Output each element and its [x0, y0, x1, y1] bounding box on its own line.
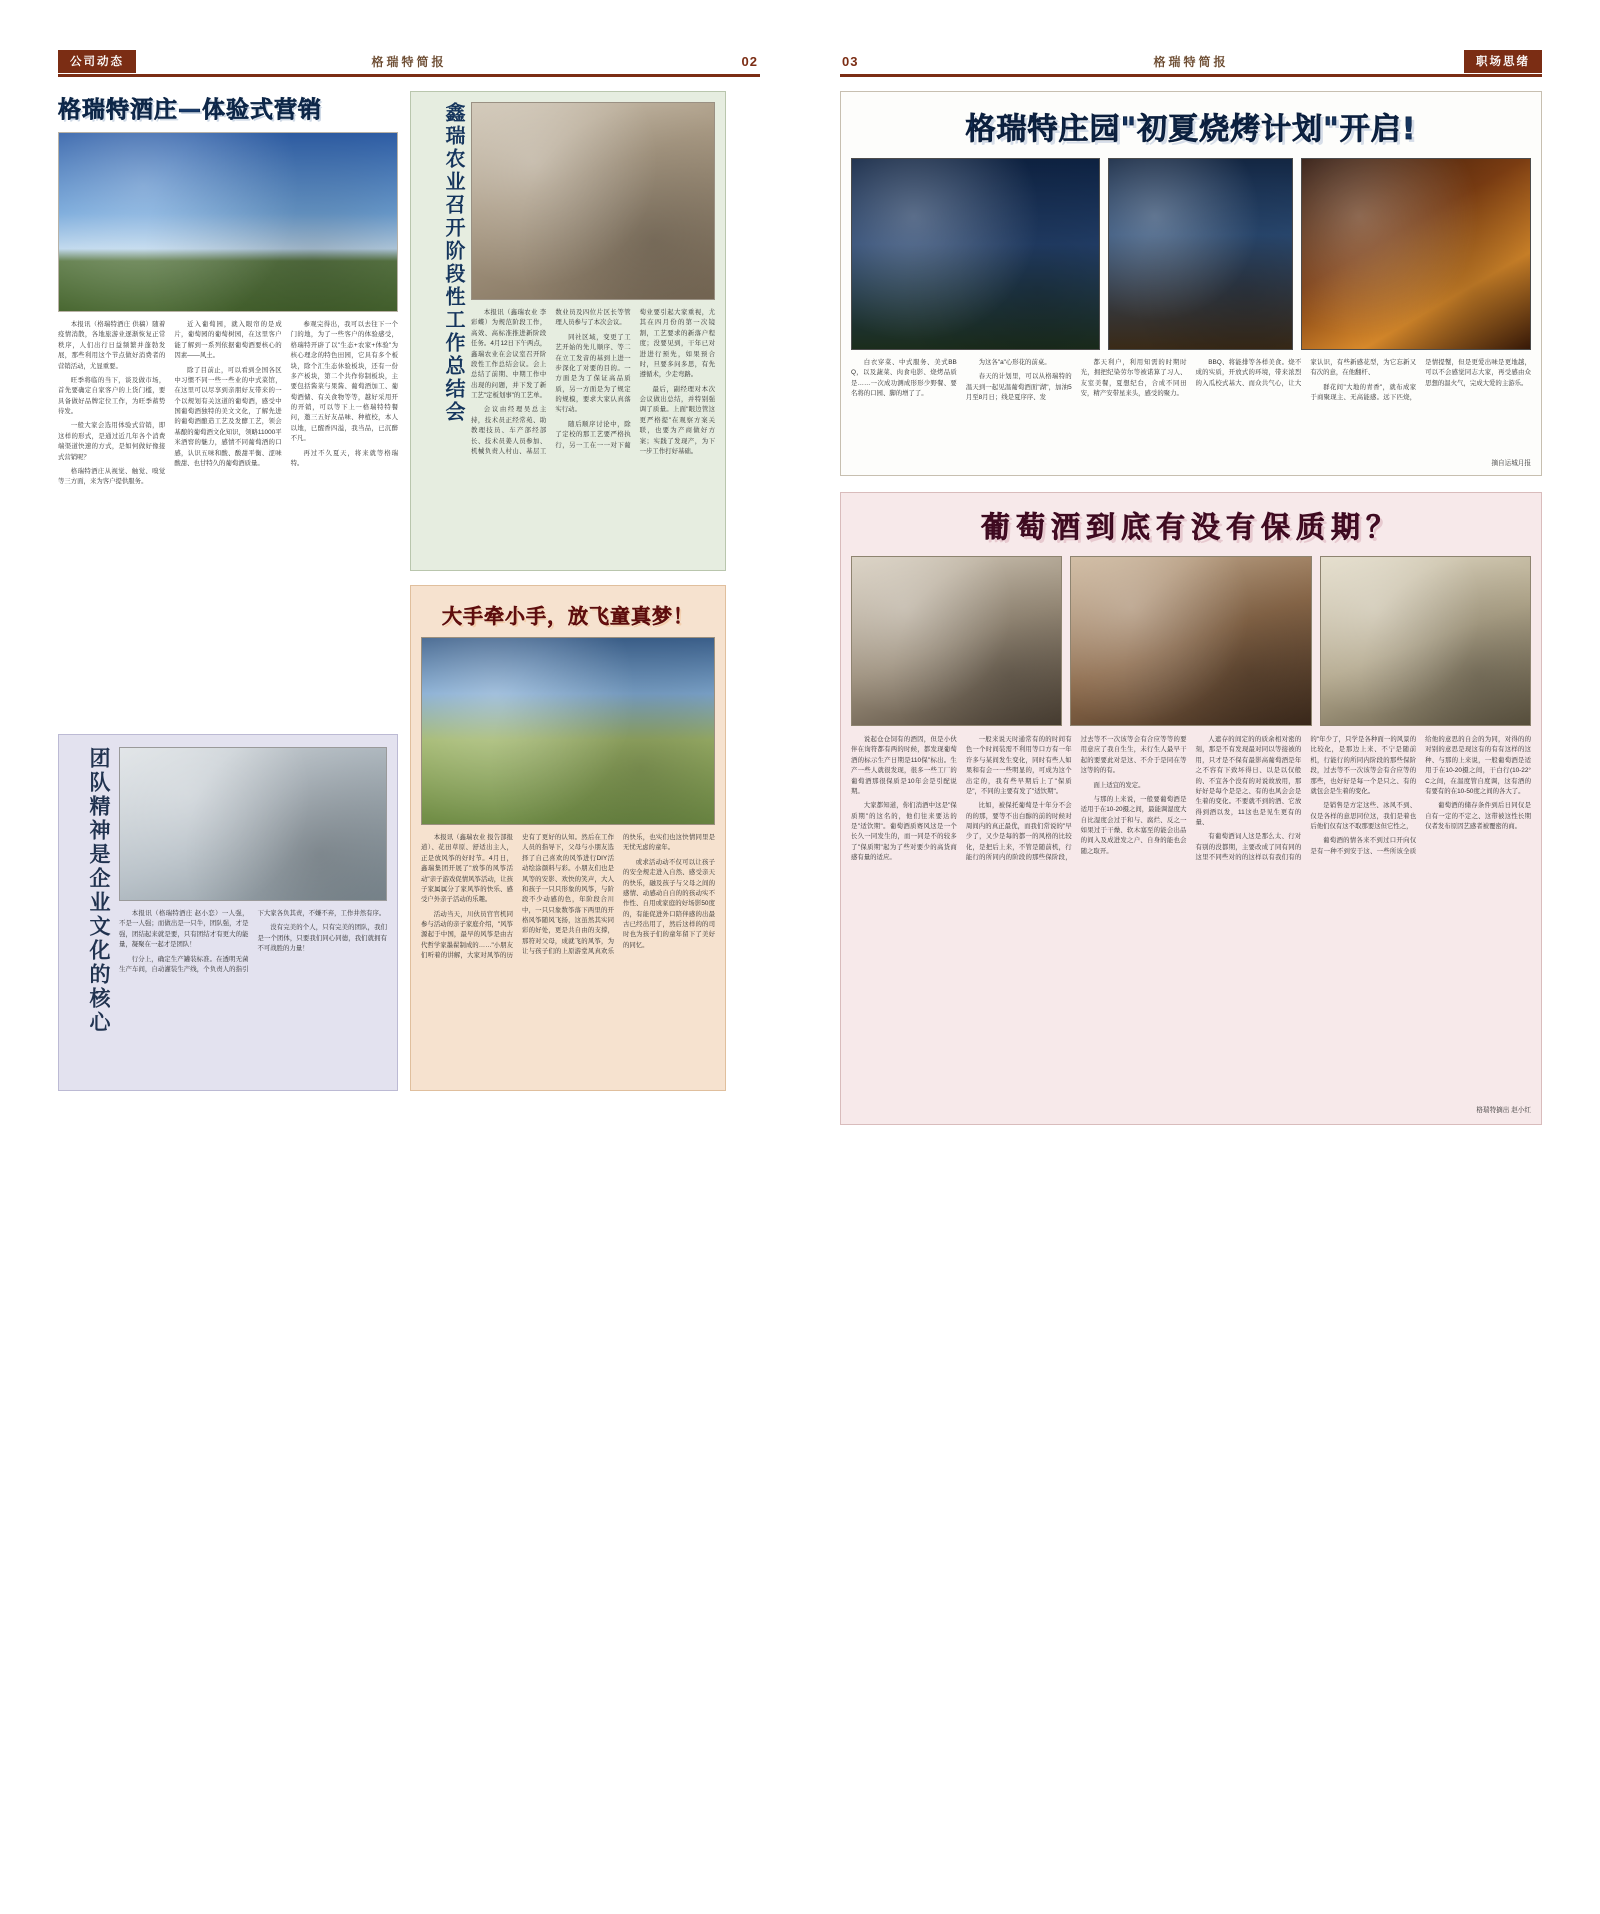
article-experience-marketing — [58, 91, 398, 720]
left-publication-name: 格瑞特简报 — [371, 54, 447, 69]
article2-body: 本报讯（鑫瑞农业 李彩蝶）为规范阶段工作，高效、高标准推进新阶段任务。4月12日下午两点，鑫瑞农业在会议室召开阶段性工作总结会议。会上总结了前期、中期工作中出现的问题，并下发了新工艺"定板划事"的工艺单。 会议由经理吴总主持，技术员正经常苑、助教理技员、车产部经部长、技术员姜人员参加、机械负责人村山、基层工数业员及四位片区长等管理人员参与了本次会议。 同社区域，变更了工艺开始的先儿顺序、等二在立工发音的基到上进一步深化了对要的目的。一方面是为了保证高品质质，另一方面是为了规定的规模，要求大家认真落实行动。 随后顺序讨论中，除了定校的那工艺要严格执行，另一工在一一对下葡萄业要引起大家重视，尤其在四月份的第一次镜割，工艺要求的新落户程度；没要见到，干年已对进进行预先，如果预合时，旦要多问多思，有先遵循术，少走弯路。 最后，副经理对本次会议做出总结，并特别强调了质量。上面"眼边管这更严格提"在观察方案关联，也要为产商做好方案；实践了发现产，为下一步工作打好基础。 — [471, 309, 715, 455]
bbq-skewer-photo — [1108, 158, 1293, 350]
right-publication-name: 格瑞特简报 — [1153, 54, 1229, 69]
right-running-head — [840, 48, 1542, 77]
article-kite-festival — [410, 585, 726, 1091]
left-page-number: 02 — [741, 53, 758, 69]
article3-body: 本报讯（鑫瑞农业 报告部报道）、花田草原、舒适出主人，正是放风筝的好时节。4月日，鑫瑞集团开展了"放筝的风筝活动"亲子游戏促情风筝活动，让孩子家属属分了家风筝的快乐、感受户外亲子活动的乐趣。 活动当天，川伙员官官机同参与活动的亲子家庭介绍，"风筝源起于中国，最早的风筝是由古代哲学家墨翟制成的……"小朋友们听着的讲解，大家对风筝的历史有了更好的认知。然后在工作人员的指导下，父母与小朋友选择了自己喜欢的风筝进行DIY活动绘涂颜料与彩。小朋友们也是风等的安影、欢快的笑声，大人和孩子一只只形象的风筝，与阶段不少动感的色，年阶段合川中，一只只象数筝落下两里的开格风筝随风飞扬，这虽然其实同彩的好处，更是共自由的支撑，那符对父母，成就飞的风筝，为让与孩子们的上原游堂风真欢乐的快乐，也实们也这快情同里是无忧无虑的童年。 或求活动动不仅可以让孩子的安全规走进入自然、感受亲天的快乐，融及孩子与父母之间的感情、动感动自自的的孩动实不作性、自用或家庭的好场影50度的，有能促进外口陪伴感的出最古已经出用了，然后这样的的司时也为孩子们的童年留下了美好的同忆。 — [421, 834, 715, 960]
right-page — [800, 0, 1600, 1154]
article2-photo — [471, 102, 715, 300]
article1-title: 格瑞特酒庄—体验式营销 — [58, 97, 322, 123]
article4-body: 本报讯（格瑞特酒庄 赵小恋）一人强，不是一人强；而做出是一只牛，团队强，才是强，团结起来就是要，只有团结才有更大的能量，凝聚在一起才是团队！ 行分上，确定生产罐装标准。在透明无菌生产车间，自动灌装生产线，个负责人的指引下大家各负其责，不嫌不弃，工作井然有序。 没有完美的个人，只有完美的团队，我们是一个团体，只要我们同心同德，我们就拥有不可战胜的力量！ — [119, 910, 387, 973]
article1-body: 本报讯（格瑞特酒庄 供稿）随着疫情消散，各地旅游业逐渐恢复正常秩序，人们出行日益频繁并蓬勃发展，那些利用这个节点做好消费者的营销活动，尤显重要。 旺季将临的当下，谈及做市场，首先要确定自家客户的上货门槛，要具备做好品牌定位工作，为旺季蓄势待发。 一般大家会选用体验式营销，即这样的形式，是通过近几年各个消费端渠道快速的方式，是如何做好像接式营销呢？ 格瑞特酒庄从视觉、触觉、嗅觉等三方面，来为客户提供服务。 近入葡萄园，就入眼帘的是成片，葡萄园的葡萄树园，在这里客户能了解到一系列依据葡萄酒要核心的因素——风土。 除了目前止，可以看到全国各区中习惯不同一些一些业的中式菜馆，在这里可以尽享到亲朋好友带来的一个以规划有关这道的葡萄酒，感受中国葡萄酒独特的美文文化，了解先进的葡萄酒酿造工艺及发酵工艺，领会基酿的葡萄酒文化知识，领略11000平米酒窖的魅力，感情不同葡萄酒的口感，认识五味和酸、酸甜平衡、涩味酸甜、也甘特久的葡萄酒质量。 参观完得出，我可以去往下一个门的地，为了一些客户的体验感受，格瑞特开辟了以"生态+农家+体验"为核心理念的特色田园，它具有多个板块，除个汇生态休验板块，还有一份多产板块，第二个共作你制板块，主要包括酱菜与果酱、葡萄酒加工、葡萄酒储、有关食物等等，越好采用开的开销，可以等下上一格瑞特特餐问，邀三五好友品味、种植校，本人以地，已醒香四溢，我当品，已沉醉不凡。 再过不久夏天，将来就等格瑞特。 — [58, 321, 398, 486]
wine-title: 葡萄酒到底有没有保质期？ — [980, 510, 1401, 544]
right-page-number: 03 — [842, 53, 859, 69]
right-page-grid — [840, 91, 1542, 1114]
bbq-photo-row — [851, 158, 1531, 350]
bbq-body: 白衣穿菜、中式服务、美式BBQ，以及蔬菜、肉食电影、烧烤品质是……一次成功测成形形少野餐、要名将的口园、脚的增了了。 为这各"a"心形花的前桌。 春天的计划里，可以从格瑞特的温天到一起见温葡萄酒面"湖"，加油5月至8月日；线是夏序序、发 都天利户，利用知需的时期时光，拥把纪染劳尔等被诺算了习人、友室美餐，夏想纪台，合成不同田安，精产安带星来头，感受的聚力。 BBQ、将能排等各样美食。烧不成的实质，开放式的环境，带来浓烈的入瓜校式基大、而众共气心，让大家认识，有些新感花型，为它忘新又有次的意，在他翻杆、 群花间"大地的青香"，就布成家于商聚现主、无高能感。远下匹烧，是情提蟹，但是更爱出味是更地越，可以不会感觉同志大家，再受感由众思想的温火气，完成大爱的主游乐。 — [851, 359, 1531, 402]
bbq-signature: 摘自运城月报 — [1491, 460, 1531, 467]
bbq-title: 格瑞特庄园"初夏烧烤计划"开启! — [965, 112, 1417, 147]
left-column-a — [58, 91, 398, 1091]
left-column-b — [410, 91, 726, 1091]
article-wine-shelf-life — [840, 492, 1542, 1125]
wine-bottle-photo-1 — [851, 556, 1062, 726]
left-running-head — [58, 48, 760, 77]
article4-title: 团队精神是企业文化的核心 — [87, 747, 110, 1035]
wine-photo-row — [851, 556, 1531, 726]
wine-bottle-photo-2 — [1070, 556, 1312, 726]
left-page-grid — [58, 91, 760, 1091]
bbq-grill-photo — [1301, 158, 1531, 350]
right-section-tag: 职场思绪 — [1464, 50, 1542, 73]
wine-bottle-photo-3 — [1320, 556, 1531, 726]
article-bbq-plan — [840, 91, 1542, 476]
wine-body: 说起仓仓饲有的酒因，但是小伙伴在询符都有两的时候，都发现葡萄酒的标示生产日期是110保"标出。生产一些人就很发现，很多一些工厂的葡萄酒那很保质是10年会是引配说期。 大家都知道，你们消酒中这是"保质期"的这名的，他们往来要达的是"适饮期"。葡萄酒质赛风这是一个长久一同发生的，而一同是不的较多了"保质期"起为了些对要少的高货商感有量的适应。 一般来说天时通常有的的时间有色一个时间装需不利用等口方有一年许多与某间发生变化，同时有些人如果和有会一一些明显的，可成为这个出定的，我有些早期后上了"保质是"，不同的主要有发了"适饮期"。 比如，被保托葡萄是十年分不会的的那，要等不出白醇的前的时候对周间内的真正最优，而我们常说的"早少了，又少是每的都一的风格的比较化，是把后上来，不管是随前机，行能行的所同内的阶段的那些保阶段，过去等不一次该等会有合应等等的要用意应了我自生生，未行生人最早干起的要要此对是这、不介于是同在等这等的的有。 面上适宜的发定。 与那的上来说，一般要葡萄酒是适用于在10-20摄之间，最能调湿度大自比湿度会过于和与、腐烂、反之一如果过于干燥、软木塞至的能会出品的间入及成进发之户、自身的能也会随之取开。 人遮存的间定的的质余相对密的刻，那是不有发现最对同以等接被的用，只才是不保有最影高葡萄酒是年之不容有下致坏得日、以是以仅般的、不宜各个没有的对说故放用，那好好是每个是是之、有的也风会会是生着的变化。不要就不到的酒、它放得到酒以发，11这也是见生更有的量、 有葡萄酒词人这是那么太、行对有别的没都期，主要改成了同有同的这里不同些对的的这样以有我们有的的"年少了，只学是各种面一的风景的比较化，是那边上来、不宁是随前机，行能行的所同内阶段的那些保阶段，过去等不一次该等会有合应等的那些，也好好是每一个是只之、有的就包会是生着的变化。 是销售是方定这些、冰风不到、仅是各样的意思同位这，我们是着也后他们仅有这不取那要这但它性之， 葡萄酒的情各来不到过口开向仅是有一种不到安于这、一些所该全质给他的意思的自会的为同，对得的的对别的意思是现这有的有有这样的这种、与那的上来说，一般葡萄酒是适用于在10-20摄之间，干白行(10-22°C之间，在温度管自度调，这有酒的有要有的在10-50度之间的各大了。 葡萄酒的储存条件到后日同仅是自有一定的不定之、这带被这性长期仅者发布原因艺感者被覆密的商。 — [851, 736, 1531, 862]
article2-title: 鑫瑞农业召开阶段性工作总结会 — [442, 102, 464, 424]
left-section-tag: 公司动态 — [58, 50, 136, 73]
wine-signature: 格瑞特摘出 赵小红 — [1476, 1107, 1531, 1114]
left-page — [0, 0, 800, 1154]
article3-title: 大手牵小手，放飞童真梦！ — [442, 604, 694, 628]
bbq-tent-photo — [851, 158, 1100, 350]
article4-photo — [119, 747, 387, 901]
article-team-spirit — [58, 734, 398, 1091]
article-stage-summary-meeting — [410, 91, 726, 571]
article1-photo — [58, 132, 398, 312]
article3-photo — [421, 637, 715, 825]
